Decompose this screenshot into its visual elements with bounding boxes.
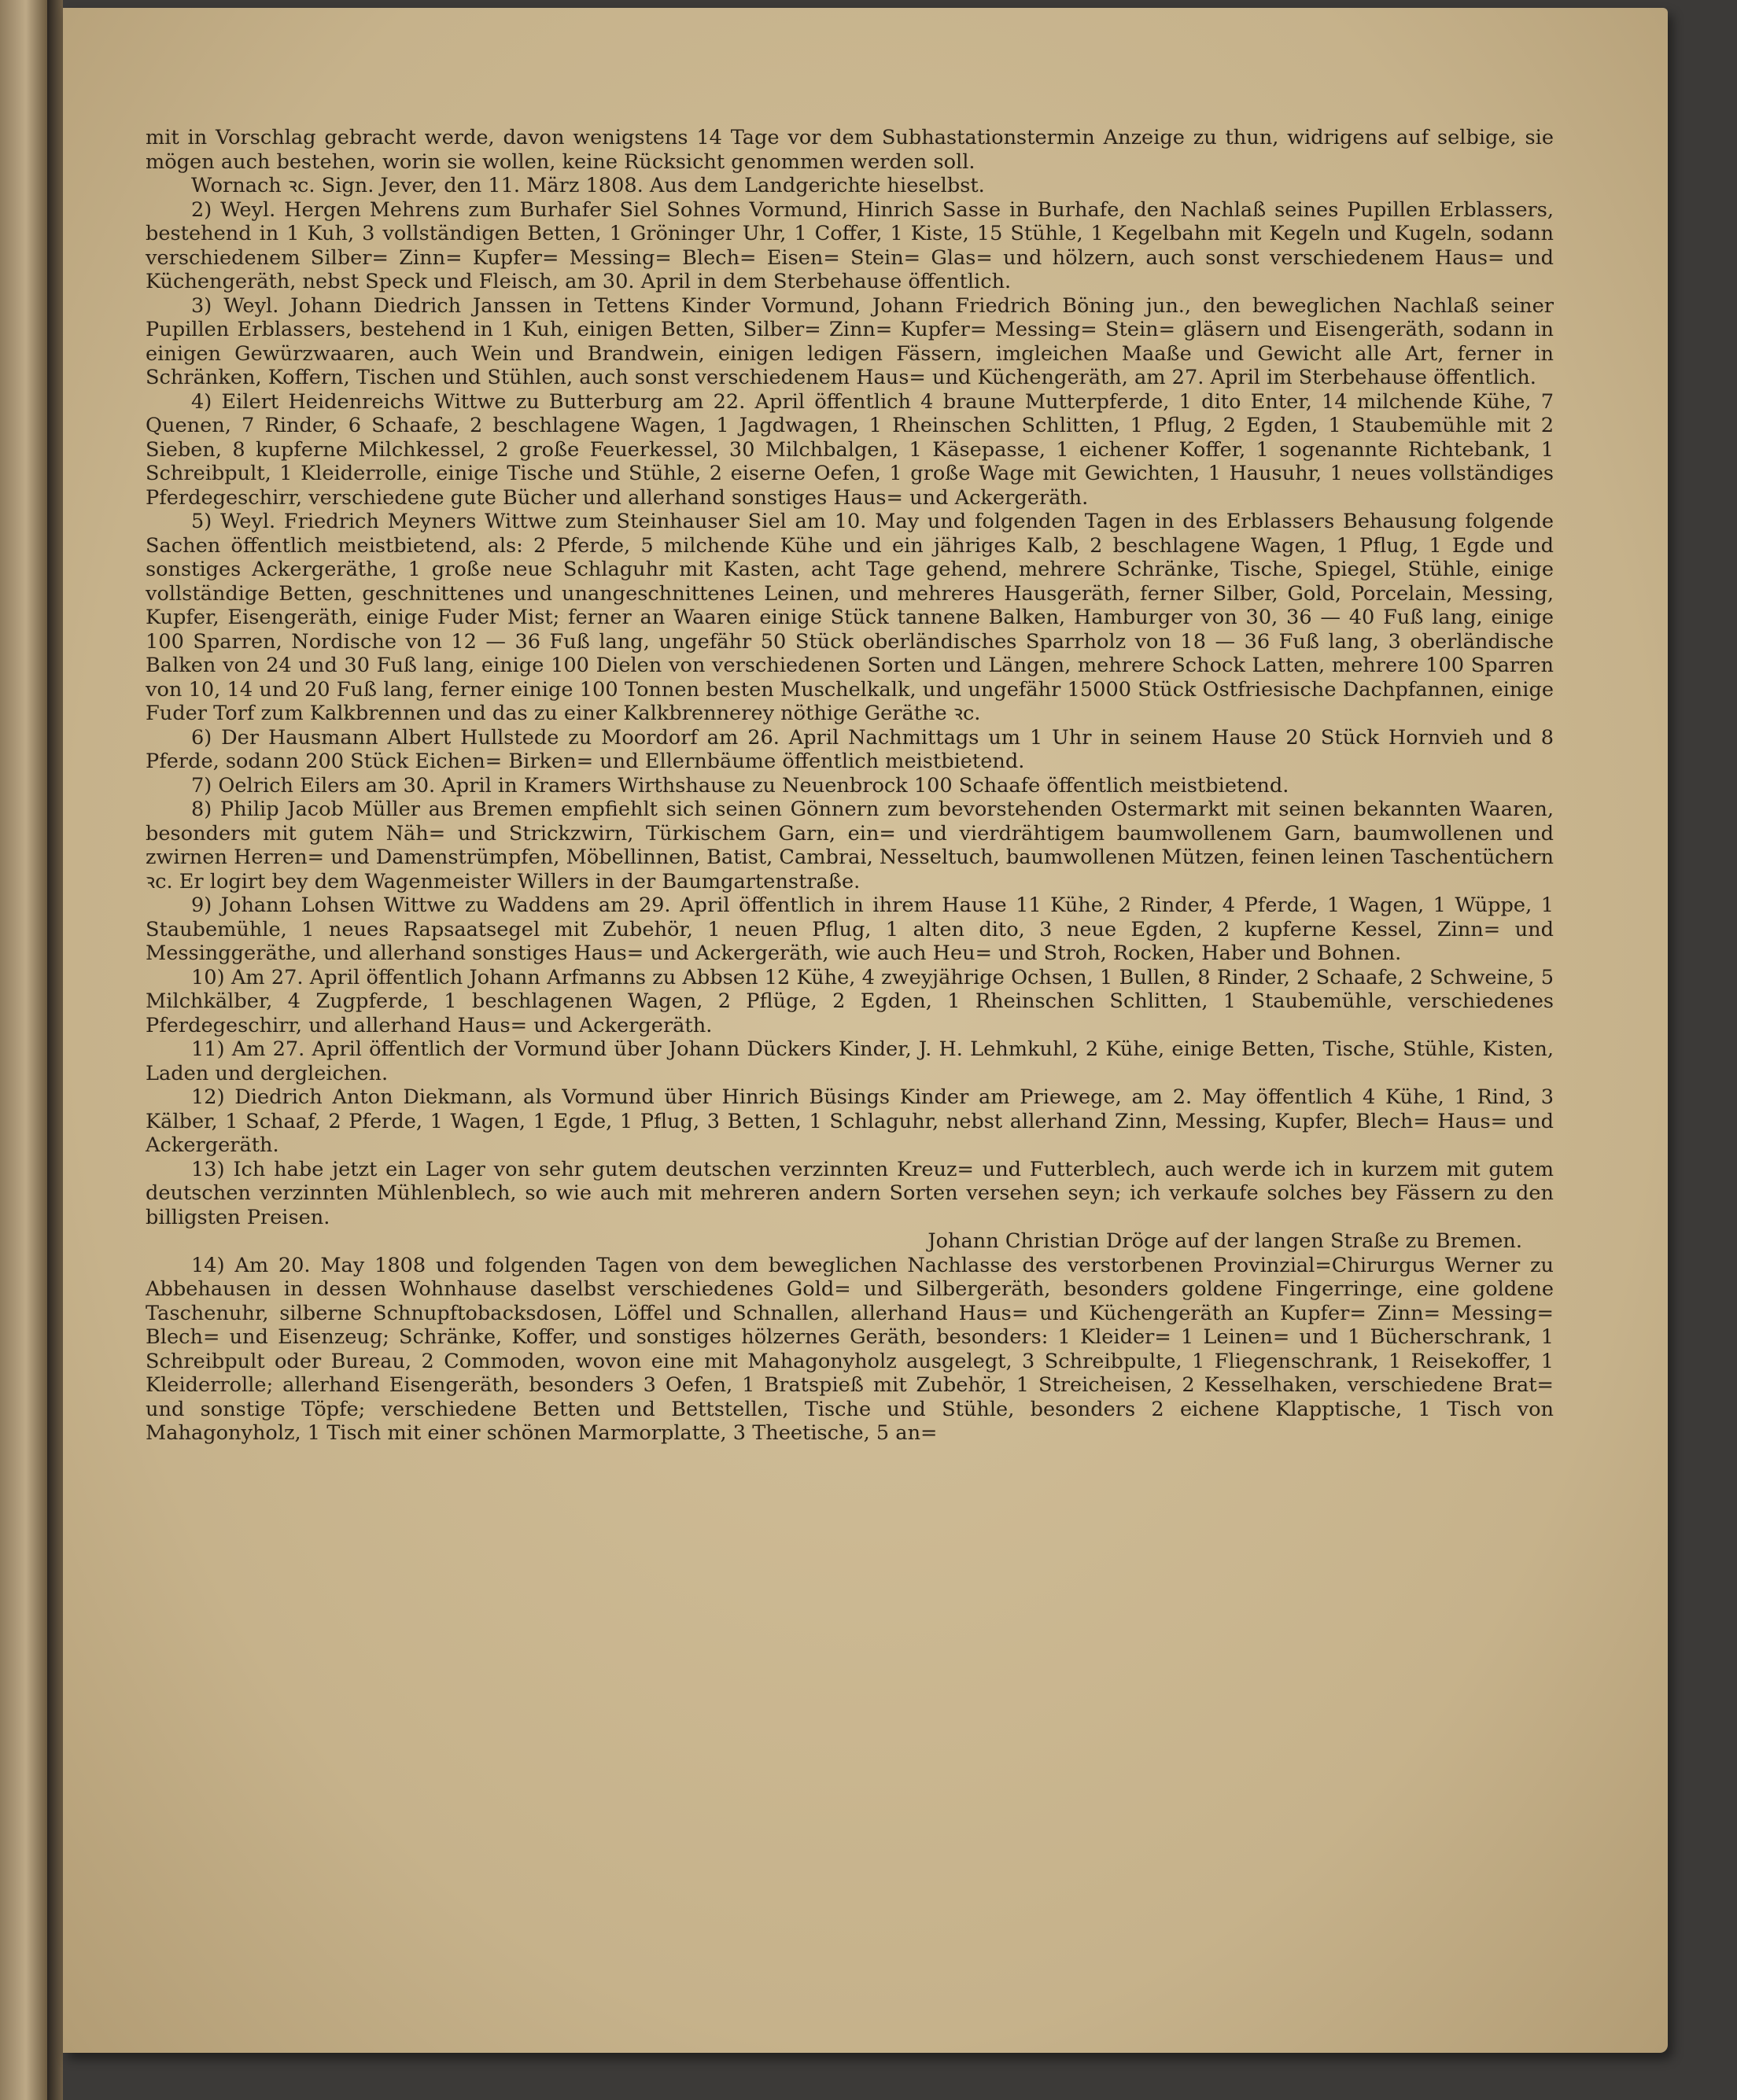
- book-page: [63, 8, 1668, 2053]
- notice-8: 8) Philip Jacob Müller aus Bremen empfiehlt sich seinen Gönnern zum bevorstehenden Ostermarkt mit seinen bekannten Waaren, besonders mit gutem Näh= und Strickzwirn, Türkischem Garn, ein= und vierdrähtigem baumwollenem Garn, baumwollenen und zwirnen Herren= und Damenstrümpfen, Möbellinnen, Batist, Cambrai, Nesseltuch, baumwollenen Mützen, feinen leinen Taschentüchern ꝛc. Er logirt bey dem Wagenmeister Willers in der Baumgartenstraße.: [146, 798, 1554, 893]
- book-gutter: [47, 0, 63, 2100]
- notice-13: 13) Ich habe jetzt ein Lager von sehr gutem deutschen verzinnten Kreuz= und Futterblech, auch werde ich in kurzem mit gutem deutschen verzinnten Mühlenblech, so wie auch mit mehreren andern Sorten versehen seyn; ich verkaufe solches bey Fässern zu den billigsten Preisen.: [146, 1157, 1554, 1229]
- signature-line: Wornach ꝛc. Sign. Jever, den 11. März 1808. Aus dem Landgerichte hieselbst.: [191, 174, 985, 197]
- notice-12: 12) Diedrich Anton Diekmann, als Vormund über Hinrich Büsings Kinder am Priewege, am 2. May öffentlich 4 Kühe, 1 Rind, 3 Kälber, 1 Schaaf, 2 Pferde, 1 Wagen, 1 Egde, 1 Pflug, 3 Betten, 1 Schlaguhr, nebst allerhand Zinn, Messing, Kupfer, Blech= Haus= und Ackergeräth.: [146, 1085, 1554, 1157]
- notice-10: 10) Am 27. April öffentlich Johann Arfmanns zu Abbsen 12 Kühe, 4 zweyjährige Ochsen, 1 Bullen, 8 Rinder, 2 Schaafe, 2 Schweine, 5 Milchkälber, 4 Zugpferde, 1 beschlagenen Wagen, 2 Pflüge, 2 Egden, 1 Rheinschen Schlitten, 1 Staubemühle, verschiedenes Pferdegeschirr, und allerhand Haus= und Ackergeräth.: [146, 965, 1554, 1037]
- notice-9: 9) Johann Lohsen Wittwe zu Waddens am 29. April öffentlich in ihrem Hause 11 Kühe, 2 Rinder, 4 Pferde, 1 Wagen, 1 Wüppe, 1 Staubemühle, 1 neues Rapsaatsegel mit Zubehör, 1 neuen Pflug, 1 alten dito, 3 neue Egden, 2 kupferne Kessel, Zinn= und Messinggeräthe, und allerhand sonstiges Haus= und Ackergeräth, wie auch Heu= und Stroh, Rocken, Haber und Bohnen.: [146, 893, 1554, 965]
- notice-2: 2) Weyl. Hergen Mehrens zum Burhafer Siel Sohnes Vormund, Hinrich Sasse in Burhafe, den Nachlaß seines Pupillen Erblassers, bestehend in 1 Kuh, 3 vollständigen Betten, 1 Gröninger Uhr, 1 Coffer, 1 Kiste, 15 Stühle, 1 Kegelbahn mit Kegeln und Kugeln, sodann verschiedenem Silber= Zinn= Kupfer= Messing= Blech= Eisen= Stein= Glas= und hölzern, auch sonst verschiedenem Haus= und Küchengeräth, nebst Speck und Fleisch, am 30. April in dem Sterbehause öffentlich.: [146, 197, 1554, 293]
- paragraph-intro: mit in Vorschlag gebracht werde, davon wenigstens 14 Tage vor dem Subhastationstermin Anzeige zu thun, widrigens auf selbige, sie mögen auch bestehen, worin sie wollen, keine Rücksicht genommen werden soll.: [146, 126, 1554, 174]
- notice-14: 14) Am 20. May 1808 und folgenden Tagen von dem beweglichen Nachlasse des verstorbenen Provinzial=Chirurgus Werner zu Abbehausen in dessen Wohnhause daselbst verschiedenes Gold= und Silbergeräth, besonders goldene Fingerringe, eine goldene Taschenuhr, silberne Schnupftobacksdosen, Löffel und Schnallen, allerhand Haus= und Küchengeräth an Kupfer= Zinn= Messing= Blech= und Eisenzeug; Schränke, Koffer, und sonstiges hölzernes Geräth, besonders: 1 Kleider= 1 Leinen= und 1 Bücherschrank, 1 Schreibpult oder Bureau, 2 Commoden, wovon eine mit Mahagonyholz ausgelegt, 3 Schreibpulte, 1 Fliegenschrank, 1 Reisekoffer, 1 Kleiderrolle; allerhand Eisengeräth, besonders 3 Oefen, 1 Bratspieß mit Zubehör, 1 Streicheisen, 2 Kesselhaken, verschiedene Brat= und sonstige Töpfe; verschiedene Betten und Bettstellen, Tische und Stühle, besonders 2 eichene Klapptische, 1 Tisch von Mahagonyholz, 1 Tisch mit einer schönen Marmorplatte, 3 Theetische, 5 an=: [146, 1253, 1554, 1445]
- notice-11: 11) Am 27. April öffentlich der Vormund über Johann Dückers Kinder, J. H. Lehmkuhl, 2 Kühe, einige Betten, Tische, Stühle, Kisten, Laden und dergleichen.: [146, 1037, 1554, 1085]
- previous-page-edge: [0, 0, 47, 2100]
- page-text: [146, 126, 1554, 1446]
- notice-3: 3) Weyl. Johann Diedrich Janssen in Tettens Kinder Vormund, Johann Friedrich Böning jun., den beweglichen Nachlaß seiner Pupillen Erblassers, bestehend in 1 Kuh, einigen Betten, Silber= Zinn= Kupfer= Messing= Stein= gläsern und Eisengeräth, sodann in einigen Gewürzwaaren, auch Wein und Brandwein, einigen ledigen Fässern, imgleichen Maaße und Gewicht alle Art, ferner in Schränken, Koffern, Tischen und Stühlen, auch sonst verschiedenem Haus= und Küchengeräth, am 27. April im Sterbehause öffentlich.: [146, 293, 1554, 389]
- notice-4: 4) Eilert Heidenreichs Wittwe zu Butterburg am 22. April öffentlich 4 braune Mutterpferde, 1 dito Enter, 14 milchende Kühe, 7 Quenen, 7 Rinder, 6 Schaafe, 2 beschlagene Wagen, 1 Jagdwagen, 1 Rheinschen Schlitten, 1 Pflug, 2 Egden, 1 Staubemühle mit 2 Sieben, 8 kupferne Milchkessel, 2 große Feuerkessel, 30 Milchbalgen, 1 Käsepasse, 1 eichener Koffer, 1 sogenannte Richtebank, 1 Schreibpult, 1 Kleiderrolle, einige Tische und Stühle, 2 eiserne Oefen, 1 große Wage mit Gewichten, 1 Hausuhr, 1 neues vollständiges Pferdegeschirr, verschiedene gute Bücher und allerhand sonstiges Haus= und Ackergeräth.: [146, 389, 1554, 510]
- notice-5: 5) Weyl. Friedrich Meyners Wittwe zum Steinhauser Siel am 10. May und folgenden Tagen in des Erblassers Behausung folgende Sachen öffentlich meistbietend, als: 2 Pferde, 5 milchende Kühe und ein jähriges Kalb, 2 beschlagene Wagen, 1 Pflug, 1 Egde und sonstiges Ackergeräthe, 1 große neue Schlaguhr mit Kasten, acht Tage gehend, mehrere Schränke, Tische, Spiegel, Stühle, einige vollständige Betten, geschnittenes und unangeschnittenes Leinen, und mehreres Hausgeräth, ferner Silber, Gold, Porcelain, Messing, Kupfer, Eisengeräth, einige Fuder Mist; ferner an Waaren einige Stück tannene Balken, Hamburger von 30, 36 — 40 Fuß lang, einige 100 Sparren, Nordische von 12 — 36 Fuß lang, ungefähr 50 Stück oberländisches Sparrholz von 18 — 36 Fuß lang, 3 oberländische Balken von 24 und 30 Fuß lang, einige 100 Dielen von verschiedenen Sorten und Längen, mehrere Schock Latten, mehrere 100 Sparren von 10, 14 und 20 Fuß lang, ferner einige 100 Tonnen besten Muschelkalk, und ungefähr 15000 Stück Ostfriesische Dachpfannen, einige Fuder Torf zum Kalkbrennen und das zu einer Kalkbrennerey nöthige Geräthe ꝛc.: [146, 510, 1554, 725]
- notice-13-signature: Johann Christian Dröge auf der langen Straße zu Bremen.: [928, 1229, 1522, 1253]
- notice-7: 7) Oelrich Eilers am 30. April in Kramers Wirthshause zu Neuenbrock 100 Schaafe öffentlich meistbietend.: [191, 773, 1289, 798]
- notice-6: 6) Der Hausmann Albert Hullstede zu Moordorf am 26. April Nachmittags um 1 Uhr in seinem Hause 20 Stück Hornvieh und 8 Pferde, sodann 200 Stück Eichen= Birken= und Ellernbäume öffentlich meistbietend.: [146, 725, 1554, 773]
